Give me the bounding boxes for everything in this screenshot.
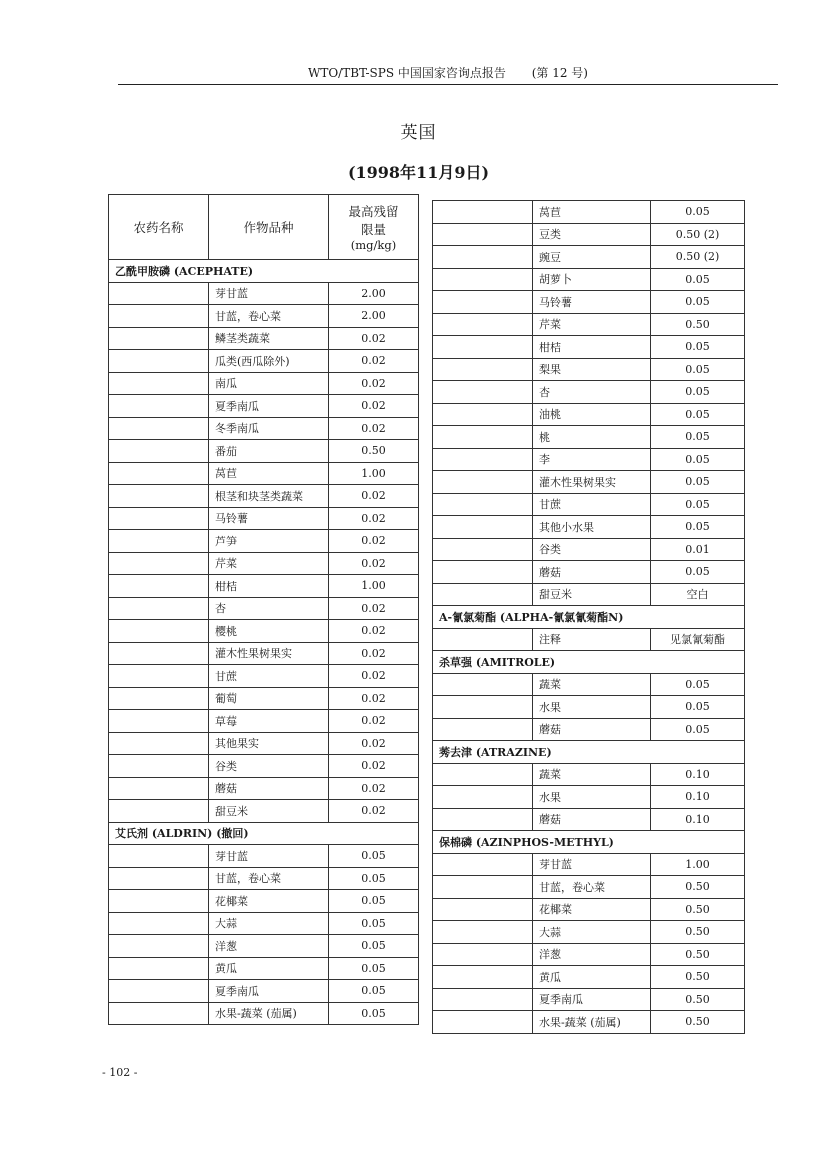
pesticide-row <box>433 831 745 854</box>
crop-cell: 甘蓝，卷心菜 <box>209 305 329 328</box>
mrl-cell: 0.02 <box>329 777 419 800</box>
mrl-cell: 0.02 <box>329 642 419 665</box>
pesticide-cell-empty <box>109 530 209 553</box>
mrl-cell: 0.50 <box>651 943 745 966</box>
table-row <box>433 786 745 809</box>
mrl-cell: 0.50 <box>651 1011 745 1034</box>
table-row <box>433 246 745 269</box>
pesticide-cell-empty <box>109 552 209 575</box>
pesticide-cell-empty <box>109 800 209 823</box>
mrl-cell: 0.10 <box>651 808 745 831</box>
mrl-cell: 0.50 <box>651 876 745 899</box>
crop-cell: 夏季南瓜 <box>209 395 329 418</box>
table-row <box>433 763 745 786</box>
pesticide-cell-empty <box>433 381 533 404</box>
mrl-cell: 0.05 <box>651 201 745 224</box>
pesticide-row <box>109 822 419 845</box>
table-row <box>433 538 745 561</box>
mrl-cell: 0.50 <box>651 966 745 989</box>
table-row <box>433 876 745 899</box>
mrl-cell: 2.00 <box>329 305 419 328</box>
crop-cell: 豆类 <box>533 223 651 246</box>
mrl-cell: 0.50 <box>651 898 745 921</box>
crop-cell: 草莓 <box>209 710 329 733</box>
crop-cell: 葡萄 <box>209 687 329 710</box>
table-row <box>109 665 419 688</box>
crop-cell: 夏季南瓜 <box>533 988 651 1011</box>
mrl-cell: 0.05 <box>651 291 745 314</box>
crop-cell: 莴苣 <box>209 462 329 485</box>
pesticide-cell-empty <box>433 583 533 606</box>
pesticide-cell-empty <box>109 957 209 980</box>
mrl-cell: 0.05 <box>651 358 745 381</box>
table-row <box>109 957 419 980</box>
crop-cell: 蘑菇 <box>533 718 651 741</box>
crop-cell: 水果-蔬菜 (茄属) <box>533 1011 651 1034</box>
mrl-cell: 0.02 <box>329 687 419 710</box>
table-row <box>109 530 419 553</box>
table-row <box>109 1002 419 1025</box>
table-header-row <box>109 195 419 260</box>
mrl-cell: 0.01 <box>651 538 745 561</box>
table-row <box>109 710 419 733</box>
mrl-cell: 0.05 <box>329 845 419 868</box>
pesticide-name: 杀草强 (AMITROLE) <box>433 651 745 674</box>
issue-number: (第 12 号) <box>531 66 588 80</box>
pesticide-cell-empty <box>109 867 209 890</box>
pesticide-name: 莠去津 (ATRAZINE) <box>433 741 745 764</box>
mrl-cell: 2.00 <box>329 282 419 305</box>
table-row <box>433 201 745 224</box>
table-row <box>109 642 419 665</box>
crop-cell: 李 <box>533 448 651 471</box>
pesticide-cell-empty <box>433 268 533 291</box>
crop-cell: 芹菜 <box>533 313 651 336</box>
mrl-cell: 0.02 <box>329 710 419 733</box>
mrl-cell: 0.05 <box>329 957 419 980</box>
header-mrl <box>329 195 419 260</box>
table-row <box>109 777 419 800</box>
pesticide-cell-empty <box>433 426 533 449</box>
mrl-cell: 0.05 <box>651 673 745 696</box>
pesticide-cell-empty <box>433 471 533 494</box>
pesticide-row <box>433 741 745 764</box>
table-row <box>433 561 745 584</box>
crop-cell: 大蒜 <box>533 921 651 944</box>
mrl-cell: 0.05 <box>651 561 745 584</box>
table-row <box>109 912 419 935</box>
mrl-cell: 1.00 <box>651 853 745 876</box>
mrl-cell: 0.02 <box>329 530 419 553</box>
crop-cell: 灌木性果树果实 <box>209 642 329 665</box>
mrl-cell: 0.02 <box>329 327 419 350</box>
crop-cell: 瓜类(西瓜除外) <box>209 350 329 373</box>
mrl-cell: 0.02 <box>329 395 419 418</box>
pesticide-cell-empty <box>109 440 209 463</box>
table-row <box>433 471 745 494</box>
crop-cell: 梨果 <box>533 358 651 381</box>
pesticide-cell-empty <box>109 372 209 395</box>
mrl-cell: 0.05 <box>329 890 419 913</box>
table-row <box>109 890 419 913</box>
pesticide-cell-empty <box>433 763 533 786</box>
pesticide-row <box>433 651 745 674</box>
table-row <box>109 845 419 868</box>
mrl-cell: 0.02 <box>329 372 419 395</box>
table-row <box>433 448 745 471</box>
mrl-cell: 0.02 <box>329 620 419 643</box>
pesticide-cell-empty <box>433 628 533 651</box>
table-row <box>109 935 419 958</box>
mrl-cell: 0.10 <box>651 763 745 786</box>
crop-cell: 芹菜 <box>209 552 329 575</box>
mrl-cell: 0.50 <box>651 313 745 336</box>
pesticide-cell-empty <box>109 980 209 1003</box>
table-row <box>433 853 745 876</box>
table-row <box>109 552 419 575</box>
crop-cell: 胡萝卜 <box>533 268 651 291</box>
table-row <box>109 507 419 530</box>
crop-cell: 甘蔗 <box>533 493 651 516</box>
pesticide-cell-empty <box>433 786 533 809</box>
crop-cell: 芽甘蓝 <box>209 845 329 868</box>
pesticide-row <box>433 606 745 629</box>
crop-cell: 油桃 <box>533 403 651 426</box>
crop-cell: 冬季南瓜 <box>209 417 329 440</box>
crop-cell: 谷类 <box>209 755 329 778</box>
pesticide-row <box>109 260 419 283</box>
mrl-cell: 0.50 (2) <box>651 246 745 269</box>
pesticide-cell-empty <box>433 808 533 831</box>
table-row <box>433 988 745 1011</box>
table-row <box>433 1011 745 1034</box>
crop-cell: 其他小水果 <box>533 516 651 539</box>
crop-cell: 甘蓝，卷心菜 <box>209 867 329 890</box>
table-row <box>109 327 419 350</box>
crop-cell: 柑桔 <box>533 336 651 359</box>
crop-cell: 蔬菜 <box>533 673 651 696</box>
table-row <box>109 282 419 305</box>
crop-cell: 谷类 <box>533 538 651 561</box>
mrl-cell: 0.05 <box>329 912 419 935</box>
crop-cell: 番茄 <box>209 440 329 463</box>
pesticide-cell-empty <box>433 201 533 224</box>
table-row <box>109 620 419 643</box>
pesticide-cell-empty <box>433 696 533 719</box>
table-row <box>109 575 419 598</box>
crop-cell: 注释 <box>533 628 651 651</box>
pesticide-cell-empty <box>433 718 533 741</box>
table-row <box>109 305 419 328</box>
pesticide-cell-empty <box>433 223 533 246</box>
pesticide-cell-empty <box>109 935 209 958</box>
mrl-cell: 0.02 <box>329 417 419 440</box>
table-row <box>433 291 745 314</box>
mrl-cell: 0.05 <box>651 516 745 539</box>
table-row <box>109 417 419 440</box>
mrl-cell: 0.05 <box>651 471 745 494</box>
pesticide-cell-empty <box>109 642 209 665</box>
table-row <box>109 732 419 755</box>
crop-cell: 蔬菜 <box>533 763 651 786</box>
pesticide-cell-empty <box>109 282 209 305</box>
table-row <box>109 980 419 1003</box>
mrl-cell: 0.05 <box>329 935 419 958</box>
mrl-cell: 0.05 <box>329 1002 419 1025</box>
table-row <box>109 687 419 710</box>
table-row <box>433 516 745 539</box>
table-row <box>433 223 745 246</box>
pesticide-cell-empty <box>433 1011 533 1034</box>
table-row <box>433 493 745 516</box>
crop-cell: 莴苣 <box>533 201 651 224</box>
crop-cell: 蘑菇 <box>209 777 329 800</box>
table-row <box>433 808 745 831</box>
table-row <box>433 313 745 336</box>
crop-cell: 甘蔗 <box>209 665 329 688</box>
page-date: (1998年11月9日) <box>347 163 490 182</box>
table-row <box>433 403 745 426</box>
table-row <box>109 597 419 620</box>
mrl-cell: 0.05 <box>651 403 745 426</box>
crop-cell: 黄瓜 <box>533 966 651 989</box>
crop-cell: 花椰菜 <box>209 890 329 913</box>
table-row <box>433 583 745 606</box>
mrl-cell: 1.00 <box>329 462 419 485</box>
mrl-cell: 0.02 <box>329 350 419 373</box>
pesticide-cell-empty <box>109 890 209 913</box>
pesticide-cell-empty <box>109 912 209 935</box>
mrl-cell: 0.05 <box>329 980 419 1003</box>
pesticide-cell-empty <box>109 620 209 643</box>
table-row <box>433 921 745 944</box>
table-row <box>433 426 745 449</box>
pesticide-cell-empty <box>109 665 209 688</box>
pesticide-name: A-氰氯菊酯 (ALPHA-氰氯氰菊酯N) <box>433 606 745 629</box>
crop-cell: 鳞茎类蔬菜 <box>209 327 329 350</box>
pesticide-cell-empty <box>433 516 533 539</box>
table-row <box>109 800 419 823</box>
mrl-cell: 0.02 <box>329 507 419 530</box>
page-header <box>118 62 778 85</box>
page-title: 英国 <box>400 123 437 143</box>
crop-cell: 南瓜 <box>209 372 329 395</box>
table-row <box>433 628 745 651</box>
pesticide-cell-empty <box>433 313 533 336</box>
crop-cell: 杏 <box>209 597 329 620</box>
mrl-cell: 0.05 <box>651 718 745 741</box>
pesticide-cell-empty <box>109 485 209 508</box>
crop-cell: 豌豆 <box>533 246 651 269</box>
pesticide-cell-empty <box>433 876 533 899</box>
mrl-cell: 0.02 <box>329 665 419 688</box>
pesticide-cell-empty <box>109 305 209 328</box>
crop-cell: 夏季南瓜 <box>209 980 329 1003</box>
table-row <box>433 358 745 381</box>
crop-cell: 甘蓝，卷心菜 <box>533 876 651 899</box>
table-row <box>433 673 745 696</box>
pesticide-cell-empty <box>109 327 209 350</box>
pesticide-cell-empty <box>433 358 533 381</box>
table-row <box>433 696 745 719</box>
table-row <box>433 268 745 291</box>
mrl-cell: 0.05 <box>651 493 745 516</box>
page-number: - 102 - <box>102 1066 138 1079</box>
pesticide-cell-empty <box>433 673 533 696</box>
crop-cell: 芽甘蓝 <box>209 282 329 305</box>
mrl-cell: 0.05 <box>651 448 745 471</box>
crop-cell: 大蒜 <box>209 912 329 935</box>
pesticide-cell-empty <box>109 395 209 418</box>
pesticide-cell-empty <box>109 597 209 620</box>
crop-cell: 水果 <box>533 696 651 719</box>
crop-cell: 洋葱 <box>533 943 651 966</box>
pesticide-name: 保棉磷 (AZINPHOS-METHYL) <box>433 831 745 854</box>
table-row <box>109 462 419 485</box>
pesticide-cell-empty <box>433 448 533 471</box>
crop-cell: 水果 <box>533 786 651 809</box>
header-mrl-line1: 最高残留 <box>348 204 399 219</box>
mrl-cell: 0.02 <box>329 732 419 755</box>
table-row <box>433 966 745 989</box>
table-row <box>109 755 419 778</box>
crop-cell: 马铃薯 <box>209 507 329 530</box>
left-residue-table <box>108 194 419 1025</box>
pesticide-cell-empty <box>109 777 209 800</box>
pesticide-cell-empty <box>433 943 533 966</box>
pesticide-cell-empty <box>109 462 209 485</box>
pesticide-cell-empty <box>109 1002 209 1025</box>
mrl-cell: 0.05 <box>651 268 745 291</box>
crop-cell: 杏 <box>533 381 651 404</box>
mrl-cell: 0.05 <box>651 426 745 449</box>
pesticide-name: 乙酰甲胺磷 (ACEPHATE) <box>109 260 419 283</box>
pesticide-cell-empty <box>109 732 209 755</box>
pesticide-cell-empty <box>433 291 533 314</box>
pesticide-cell-empty <box>433 336 533 359</box>
pesticide-cell-empty <box>109 710 209 733</box>
mrl-cell: 0.05 <box>651 336 745 359</box>
crop-cell: 芦笋 <box>209 530 329 553</box>
pesticide-cell-empty <box>433 561 533 584</box>
mrl-cell: 0.02 <box>329 800 419 823</box>
table-row <box>109 867 419 890</box>
table-row <box>109 440 419 463</box>
pesticide-cell-empty <box>433 988 533 1011</box>
mrl-cell: 0.50 <box>651 988 745 1011</box>
pesticide-name: 艾氏剂 (ALDRIN) (撤回) <box>109 822 419 845</box>
pesticide-cell-empty <box>433 493 533 516</box>
header-crop: 作物品种 <box>209 195 329 260</box>
crop-cell: 芽甘蓝 <box>533 853 651 876</box>
crop-cell: 洋葱 <box>209 935 329 958</box>
mrl-cell: 0.02 <box>329 485 419 508</box>
pesticide-cell-empty <box>433 966 533 989</box>
table-row <box>109 350 419 373</box>
pesticide-cell-empty <box>433 853 533 876</box>
header-pesticide: 农药名称 <box>109 195 209 260</box>
mrl-cell: 0.10 <box>651 786 745 809</box>
pesticide-cell-empty <box>109 417 209 440</box>
pesticide-cell-empty <box>109 687 209 710</box>
mrl-cell: 0.50 (2) <box>651 223 745 246</box>
header-mrl-unit: (mg/kg) <box>350 238 397 252</box>
mrl-cell: 见氯氰菊酯 <box>651 628 745 651</box>
pesticide-cell-empty <box>109 350 209 373</box>
mrl-cell: 0.50 <box>651 921 745 944</box>
table-row <box>109 395 419 418</box>
pesticide-cell-empty <box>109 755 209 778</box>
pesticide-cell-empty <box>109 575 209 598</box>
pesticide-cell-empty <box>109 507 209 530</box>
report-title: WTO/TBT-SPS 中国国家咨询点报告 <box>308 66 506 80</box>
table-row <box>433 336 745 359</box>
mrl-cell: 0.05 <box>329 867 419 890</box>
mrl-cell: 0.02 <box>329 755 419 778</box>
pesticide-cell-empty <box>433 898 533 921</box>
table-row <box>433 943 745 966</box>
crop-cell: 灌木性果树果实 <box>533 471 651 494</box>
mrl-cell: 0.05 <box>651 381 745 404</box>
crop-cell: 花椰菜 <box>533 898 651 921</box>
table-row <box>433 381 745 404</box>
header-mrl-line2: 限量 <box>360 222 386 237</box>
mrl-cell: 0.05 <box>651 696 745 719</box>
crop-cell: 蘑菇 <box>533 808 651 831</box>
pesticide-cell-empty <box>109 845 209 868</box>
crop-cell: 桃 <box>533 426 651 449</box>
crop-cell: 甜豆米 <box>533 583 651 606</box>
crop-cell: 根茎和块茎类蔬菜 <box>209 485 329 508</box>
table-row <box>433 718 745 741</box>
pesticide-cell-empty <box>433 246 533 269</box>
crop-cell: 樱桃 <box>209 620 329 643</box>
right-residue-table <box>432 200 745 1034</box>
mrl-cell: 0.50 <box>329 440 419 463</box>
table-row <box>109 485 419 508</box>
table-row <box>433 898 745 921</box>
mrl-cell: 0.02 <box>329 552 419 575</box>
mrl-cell: 空白 <box>651 583 745 606</box>
crop-cell: 柑桔 <box>209 575 329 598</box>
table-row <box>109 372 419 395</box>
crop-cell: 马铃薯 <box>533 291 651 314</box>
crop-cell: 其他果实 <box>209 732 329 755</box>
mrl-cell: 1.00 <box>329 575 419 598</box>
pesticide-cell-empty <box>433 403 533 426</box>
mrl-cell: 0.02 <box>329 597 419 620</box>
pesticide-cell-empty <box>433 921 533 944</box>
crop-cell: 水果-蔬菜 (茄属) <box>209 1002 329 1025</box>
crop-cell: 蘑菇 <box>533 561 651 584</box>
crop-cell: 黄瓜 <box>209 957 329 980</box>
crop-cell: 甜豆米 <box>209 800 329 823</box>
pesticide-cell-empty <box>433 538 533 561</box>
